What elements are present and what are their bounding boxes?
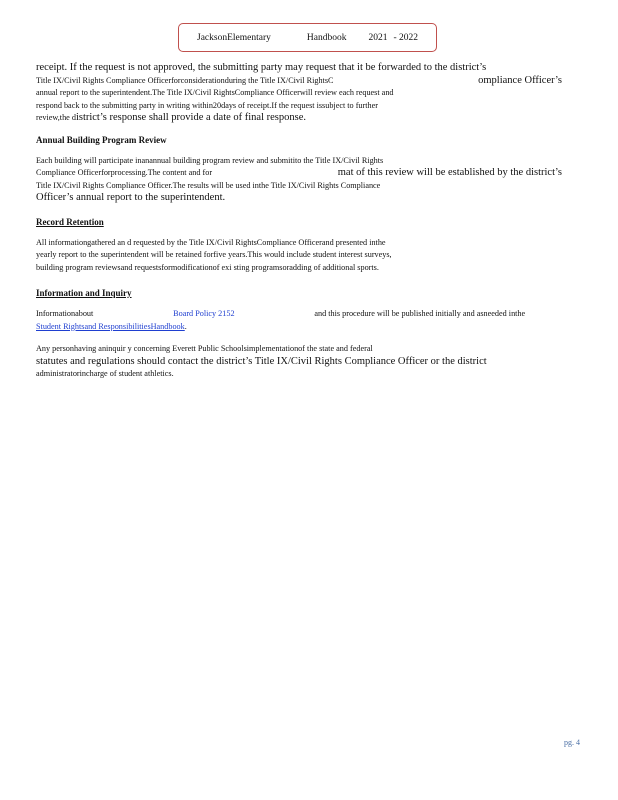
text-line: Informationabout Board Policy 2152 and this procedure will be published initially and asneeded inthe	[36, 309, 526, 318]
text-line: Any personhaving aninquir y concerning Everett Public Schoolsimplementationof the state and federal	[36, 344, 373, 353]
text-line: Each building will participate inanannual building program review and submitito the Title IX/Civil Rights	[36, 155, 384, 165]
text-line: Title IX/Civil Rights Compliance Officerforconsiderationduring the Title IX/Civil RightsC ompliance Officer’s	[36, 74, 562, 86]
page-header	[178, 23, 437, 52]
text-line: review,the d istrict’s response shall provide a date of final response.	[36, 112, 306, 123]
paragraph-request-review	[36, 62, 562, 125]
heading-record-retention: Record Retention	[36, 216, 104, 227]
text-line: building program reviewsand requestsformodificationof exi sting programsoradding of additional sports.	[36, 262, 379, 272]
page-number: pg. 4	[564, 738, 580, 747]
text-line: Title IX/Civil Rights Compliance Officer.The results will be used inthe Title IX/Civil Rights Compliance	[36, 180, 381, 190]
text-line: statutes and regulations should contact the district’s Title IX/Civil Rights Compliance Officer or the district	[36, 355, 487, 367]
text-line: All informationgathered an d requested by the Title IX/Civil RightsCompliance Officerand presented inthe	[36, 237, 386, 247]
board-policy-link[interactable]: Board Policy 2152	[173, 309, 235, 318]
text-line: annual report to the superintendent.The Title IX/Civil RightsCompliance Officerwill review each request and	[36, 88, 394, 97]
paragraph-annual-review	[36, 155, 562, 205]
header-year-end: - 2022	[393, 32, 418, 43]
text-line: administratorincharge of student athletics.	[36, 369, 174, 378]
text-line: Officer’s annual report to the superintendent.	[36, 192, 226, 203]
text-line: Student Rightsand ResponsibilitiesHandbook .	[36, 321, 187, 331]
header-handbook: Handbook	[306, 32, 347, 43]
heading-information-inquiry: Information and Inquiry	[36, 288, 132, 298]
header-school: JacksonElementary	[197, 32, 271, 43]
heading-annual-building-program-review: Annual Building Program Review	[36, 134, 167, 145]
paragraph-record-retention	[36, 237, 562, 275]
student-handbook-link[interactable]: Student Rightsand ResponsibilitiesHandbook	[36, 321, 185, 331]
header-year-start: 2021	[368, 32, 388, 43]
text-line: Compliance Officerforprocessing.The content and for mat of this review will be established by the district’s	[36, 167, 562, 178]
text-line: receipt. If the request is not approved, the submitting party may request that it be forwarded to the district’s	[36, 62, 487, 73]
paragraph-inquiry	[36, 343, 562, 381]
text-line: respond back to the submitting party in writing within20days of receipt.If the request issubject to further	[36, 100, 378, 110]
text-line: yearly report to the superintendent will be retained forfive years.This would include student interest surveys,	[36, 250, 392, 259]
document-body	[36, 62, 562, 381]
paragraph-information	[36, 308, 562, 333]
